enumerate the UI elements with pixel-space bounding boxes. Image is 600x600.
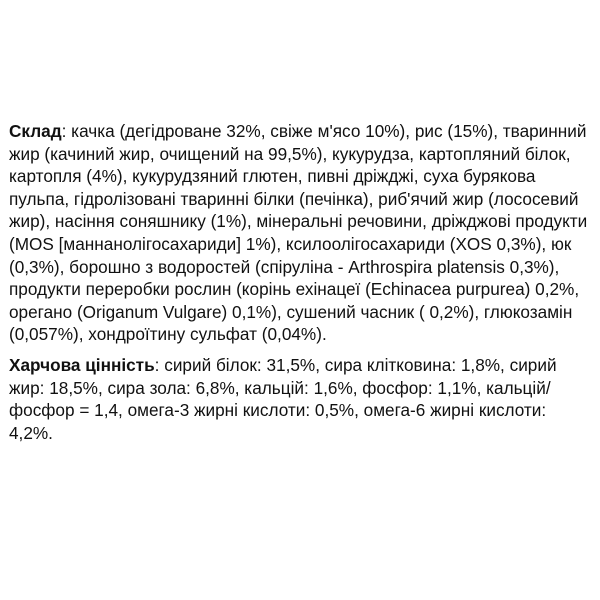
nutrition-paragraph xyxy=(9,354,594,444)
nutrition-label: Харчова цінність xyxy=(9,354,155,375)
nutrition-text: : сирий білок: 31,5%, сира клітковина: 1,8%, сирий жир: 18,5%, сира зола: 6,8%, кальцій: 1,6%, фосфор: 1,1%, кальцій/фосфор = 1,4, омега-3 жирні кислоти: 0,5%, омега-6 жирні кислоти: 4,2%. xyxy=(9,354,557,443)
ingredients-text-block xyxy=(9,120,594,444)
composition-text: : качка (дегідроване 32%, свіже м'ясо 10%), рис (15%), тваринний жир (качиний жир, очищений на 99,5%), кукурудза, картопляний білок, картопля (4%), кукурудзяний глютен, пивні дріжджі, суха бурякова пульпа, гідролізовані тваринні білки (печінка), риб'ячий жир (лососевий жир), насіння соняшнику (1%), мінеральні речовини, дріжджові продукти (MOS [маннанолігосахариди] 1%), ксилоолігосахариди (XOS 0,3%), юк (0,3%), борошно з водоростей (спіруліна - Arthrospira platensis 0,3%), продукти переробки рослин (корінь ехінацеї (Echinacea purpurea) 0,2%, орегано (Origanum Vulgare) 0,1%), сушений часник ( 0,2%), глюкозамін (0,057%), хондроїтину сульфат (0,04%). xyxy=(9,121,588,345)
composition-paragraph xyxy=(9,120,594,346)
composition-label: Склад xyxy=(9,121,62,141)
